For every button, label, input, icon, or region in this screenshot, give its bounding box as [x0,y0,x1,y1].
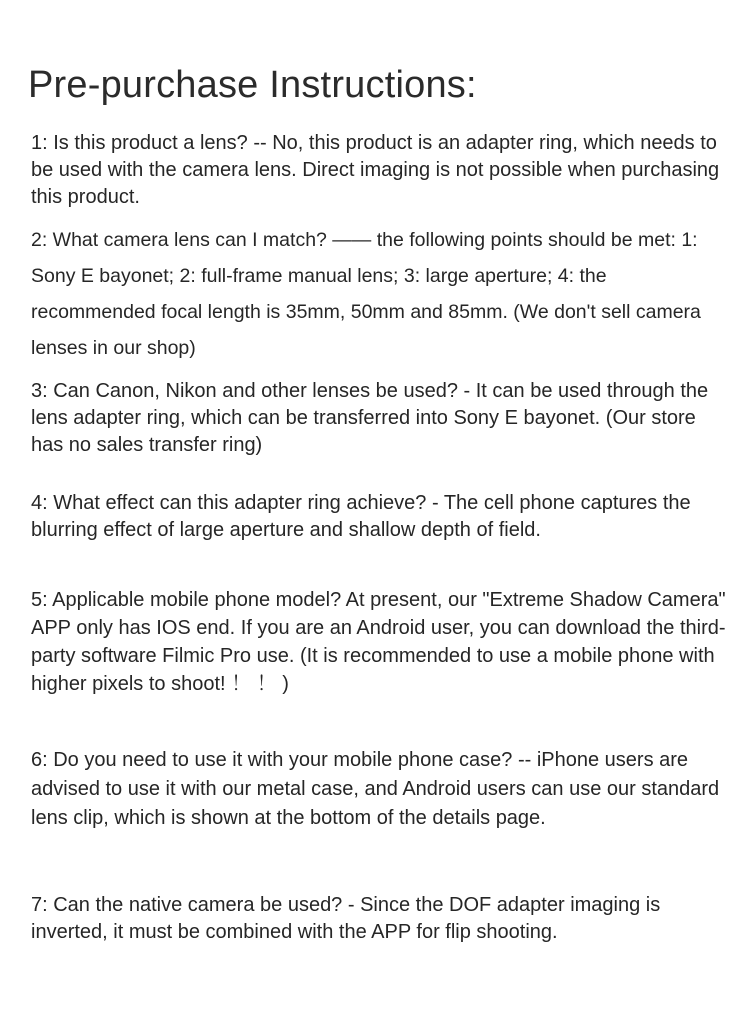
instruction-item-6: 6: Do you need to use it with your mobile phone case? -- iPhone users are advised to use it with our metal case, and Android users can use our standard lens clip, which is shown at the bottom of the details page. [31,749,720,829]
instruction-item-4: 4: What effect can this adapter ring achieve? - The cell phone captures the blurring effect of large aperture and shallow depth of field. [31,492,691,541]
instruction-item-1: 1: Is this product a lens? -- No, this product is an adapter ring, which needs to be used with the camera lens. Direct imaging is not possible when purchasing this product. [31,132,720,208]
instruction-item-5: 5: Applicable mobile phone model? At present, our "Extreme Shadow Camera" APP only has IOS end. If you are an Android user, you can download the third-party software Filmic Pro use. (It is recommended to use a mobile phone with higher pixels to shoot! ！ ！ ) [31,589,726,695]
instruction-item-2: 2: What camera lens can I match? —— the following points should be met: 1: Sony E bayonet; 2: full-frame manual lens; 3: large aperture; 4: the recommended focal length is 35mm, 50mm and 85mm. (We don't sell camera lenses in our shop) [31,229,701,359]
page-title: Pre-purchase Instructions: [28,64,477,106]
instruction-item-3: 3: Can Canon, Nikon and other lenses be used? - It can be used through the lens adapter ring, which can be transferred into Sony E bayonet. (Our store has no sales transfer ring) [31,380,709,456]
instruction-item-7: 7: Can the native camera be used? - Since the DOF adapter imaging is inverted, it must be combined with the APP for flip shooting. [31,894,661,943]
